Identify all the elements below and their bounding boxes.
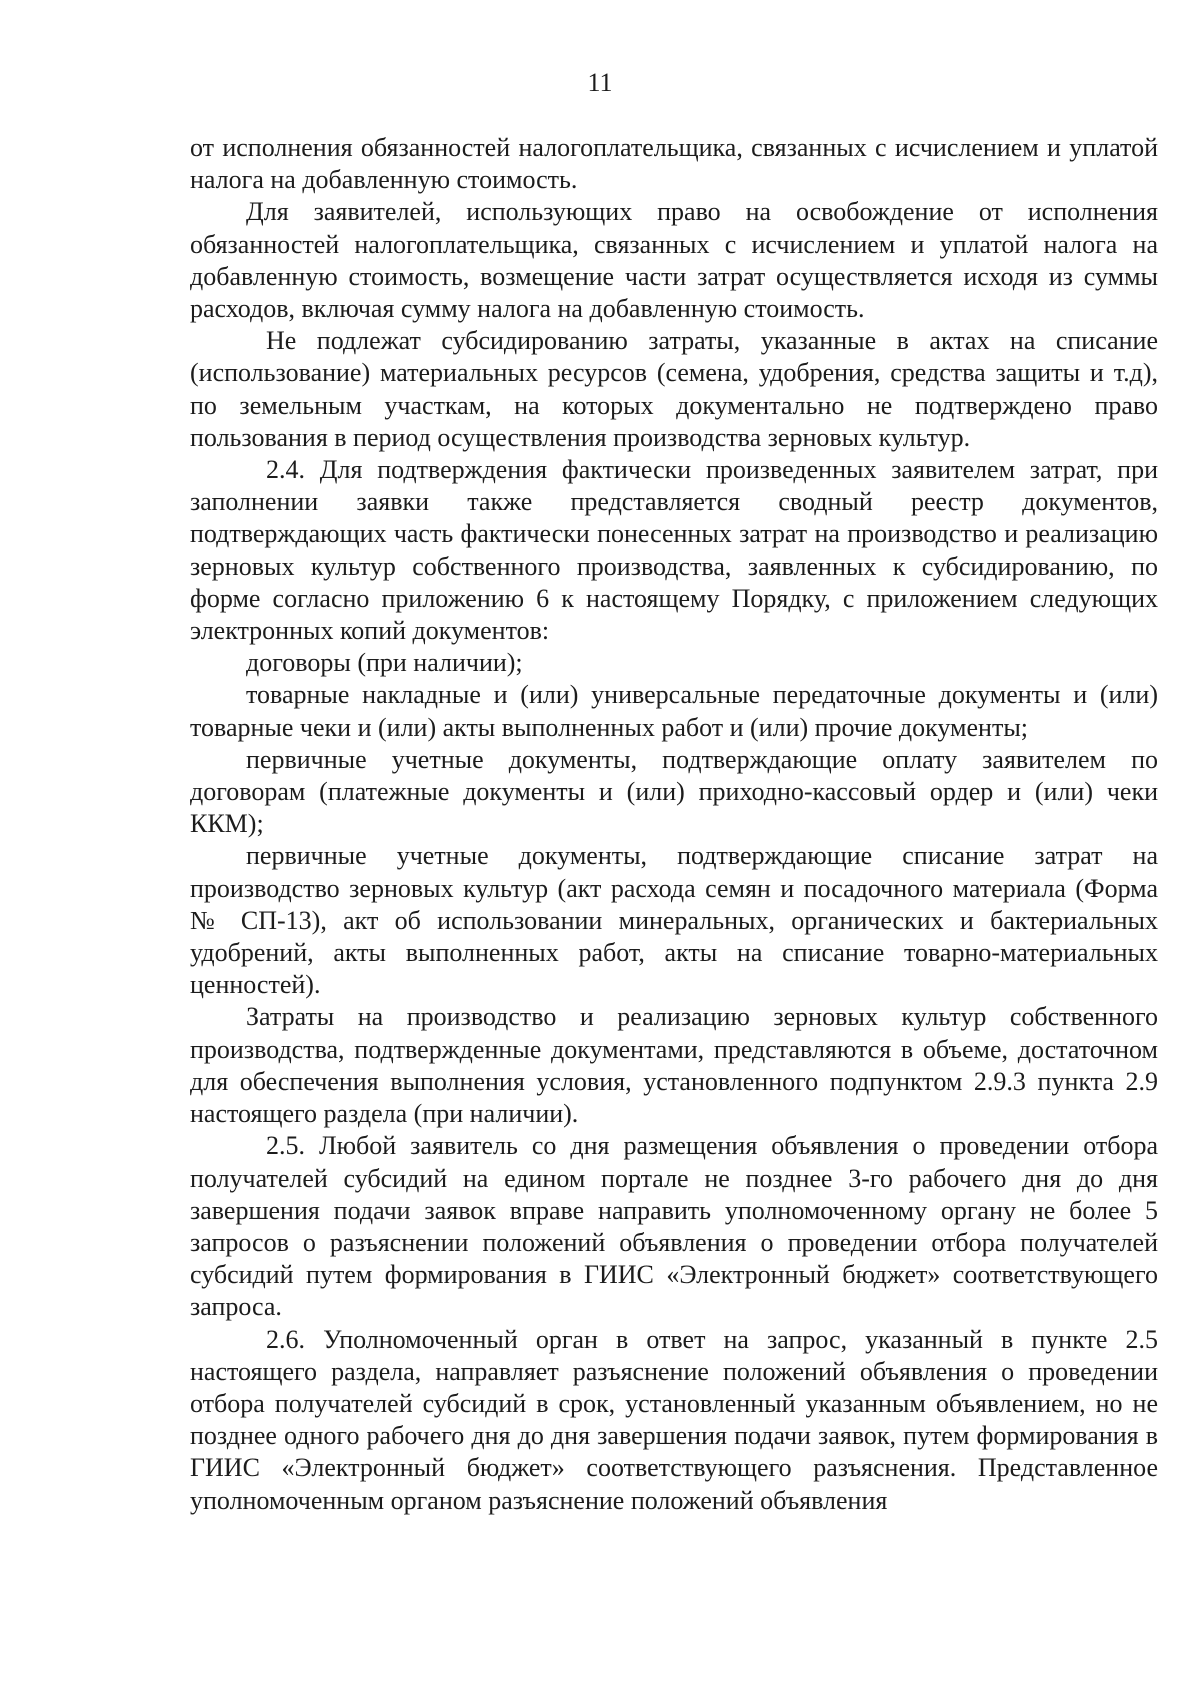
list-item-payment-documents: первичные учетные документы, подтверждающие оплату заявителем по договорам (платежные документы и (или) приходно-кассовый ордер и (или) чеки ККМ); [190, 744, 1158, 839]
list-item-write-off-documents: первичные учетные документы, подтверждающие списание затрат на производство зерновых культур (акт расхода семян и посадочного материала (Форма № СП-13), акт об использовании минеральных, органических и бактериальных удобрений, акты выполненных работ, акты на списание товарно-материальных ценностей). [190, 841, 1158, 1000]
paragraph-vat-exemption: Для заявителей, использующих право на освобождение от исполнения обязанностей налогоплательщика, связанных с исчислением и уплатой налога на добавленную стоимость, возмещение части затрат осуществляется исходя из суммы расходов, включая сумму налога на добавленную стоимость. [190, 197, 1158, 324]
list-item-contracts: договоры (при наличии); [246, 648, 523, 678]
paragraph-2-6: 2.6. Уполномоченный орган в ответ на запрос, указанный в пункте 2.5 настоящего раздела, направляет разъяснение положений объявления о проведении отбора получателей субсидий в срок, установленный указанным объявлением, но не позднее одного рабочего дня до дня завершения подачи заявок, путем формирования в ГИИС «Электронный бюджет» соответствующего разъяснения. Представленное уполномоченным органом разъяснение положений объявления [190, 1324, 1158, 1515]
list-item-invoices: товарные накладные и (или) универсальные передаточные документы и (или) товарные чеки и (или) акты выполненных работ и (или) прочие документы; [190, 680, 1158, 742]
page-number: 11 [587, 68, 613, 97]
paragraph-2-5: 2.5. Любой заявитель со дня размещения объявления о проведении отбора получателей субсидий на едином портале не позднее 3-го рабочего дня до дня завершения подачи заявок вправе направить уполномоченному органу не более 5 запросов о разъяснении положений объявления о проведении отбора получателей субсидий путем формирования в ГИИС «Электронный бюджет» соответствующего запроса. [190, 1131, 1158, 1322]
paragraph-continuation: от исполнения обязанностей налогоплательщика, связанных с исчислением и уплатой налога на добавленную стоимость. [190, 133, 1158, 195]
document-body [190, 132, 1158, 1517]
paragraph-costs-volume: Затраты на производство и реализацию зерновых культур собственного производства, подтвержденные документами, представляются в объеме, достаточном для обеспечения выполнения условия, установленного подпунктом 2.9.3 пункта 2.9 настоящего раздела (при наличии). [190, 1002, 1158, 1129]
paragraph-not-subsidized: Не подлежат субсидированию затраты, указанные в актах на списание (использование) материальных ресурсов (семена, удобрения, средства защиты и т.д), по земельным участкам, на которых документально не подтверждено право пользования в период осуществления производства зерновых культур. [190, 326, 1158, 452]
paragraph-2-4: 2.4. Для подтверждения фактически произведенных заявителем затрат, при заполнении заявки также представляется сводный реестр документов, подтверждающих часть фактически понесенных затрат на производство и реализацию зерновых культур собственного производства, заявленных к субсидированию, по форме согласно приложению 6 к настоящему Порядку, с приложением следующих электронных копий документов: [190, 455, 1158, 646]
